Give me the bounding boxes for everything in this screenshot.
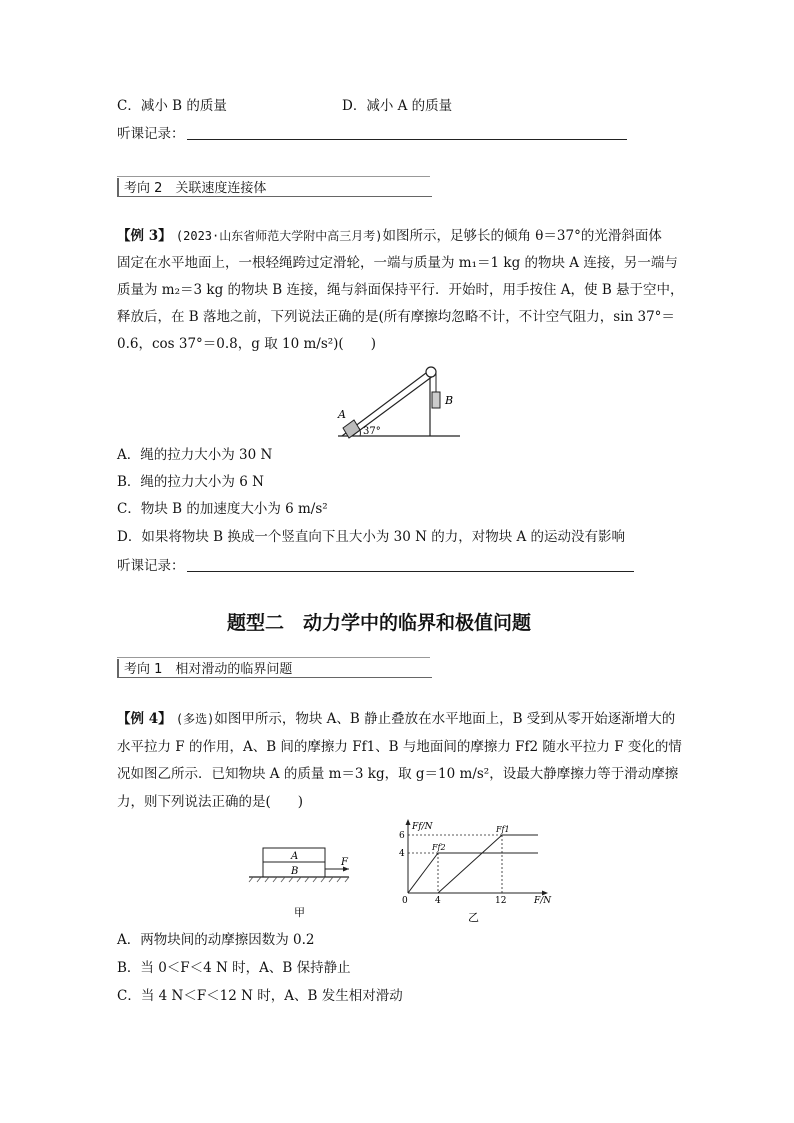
- example-source: (2023·山东省师范大学附中高三月考): [175, 229, 383, 243]
- ex3-option-b: B．绳的拉力大小为 6 N: [117, 474, 264, 490]
- yi-tick-y6: 6: [399, 831, 405, 841]
- ex3-option-d: D．如果将物块 B 换成一个竖直向下且大小为 30 N 的力，对物块 A 的运动没有影响: [117, 529, 626, 545]
- ex3-option-a: A．绳的拉力大小为 30 N: [117, 447, 273, 463]
- ex4-option-a: A．两物块间的动摩擦因数为 0.2: [117, 932, 315, 948]
- example3-line3: 质量为 m₂＝3 kg 的物块 B 连接，绳与斜面保持平行．开始时，用手按住 A，使 B 悬于空中，: [117, 282, 684, 298]
- yi-line-label-2: Ff2: [432, 843, 446, 852]
- example4-tag: 【例 4】: [117, 711, 172, 727]
- option-d: D．减小 A 的质量: [342, 98, 453, 114]
- ex3-note-label: 听课记录：: [117, 558, 185, 574]
- incline-figure: [330, 358, 465, 440]
- example3-line2: 固定在水平地面上，一根轻绳跨过定滑轮，一端与质量为 m₁＝1 kg 的物块 A 连接，另一端与: [117, 255, 678, 271]
- ex4-option-c: C．当 4 N＜F＜12 N 时，A、B 发生相对滑动: [117, 988, 403, 1004]
- ex3-option-c: C．物块 B 的加速度大小为 6 m/s²: [117, 501, 328, 517]
- yi-tick-x12: 12: [495, 896, 507, 906]
- example3-line1: [117, 226, 662, 246]
- example4-line4: 力，则下列说法正确的是( ): [117, 794, 304, 810]
- note-line: [187, 139, 627, 140]
- example3-text1: 如图所示，足够长的倾角 θ＝37°的光滑斜面体: [382, 228, 662, 244]
- example4-line3: 况如图乙所示．已知物块 A 的质量 m＝3 kg，取 g＝10 m/s²，设最大静摩擦力等于滑动摩擦: [117, 766, 679, 782]
- yi-tick-y4: 4: [399, 849, 405, 859]
- section-heading-2: 考向 1 相对滑动的临界问题: [124, 662, 293, 677]
- jia-caption: 甲: [294, 906, 305, 918]
- jia-label-a: A: [291, 851, 299, 862]
- fig-label-b: B: [445, 394, 454, 407]
- fig-jia: [245, 838, 365, 918]
- example4-line1: [117, 709, 675, 729]
- yi-y-label: Ff/N: [412, 822, 433, 832]
- ex3-note-line: [187, 571, 634, 572]
- fig-label-a: A: [338, 408, 346, 421]
- yi-line-label-1: Ff1: [496, 825, 510, 834]
- example4-source: (多选): [175, 712, 215, 726]
- yi-tick-x4: 4: [435, 896, 441, 906]
- example4-line2: 水平拉力 F 的作用，A、B 间的摩擦力 Ff1、B 与地面间的摩擦力 Ff2 随水平拉力 F 变化的情: [117, 739, 682, 755]
- example3-line5: 0.6，cos 37°＝0.8，g 取 10 m/s²)( ): [117, 336, 376, 352]
- section-heading: 考向 2 关联速度连接体: [124, 181, 267, 196]
- fig-yi: [396, 815, 556, 925]
- option-c: C．减小 B 的质量: [117, 98, 227, 114]
- jia-label-f: F: [341, 857, 348, 868]
- fig-angle: 37°: [363, 426, 381, 437]
- jia-label-b: B: [291, 866, 299, 877]
- example-tag: 【例 3】: [117, 228, 172, 244]
- yi-caption: 乙: [468, 911, 479, 924]
- example3-line4: 释放后，在 B 落地之前，下列说法正确的是(所有摩擦均忽略不计，不计空气阻力，sin 37°＝: [117, 309, 675, 325]
- ex4-option-b: B．当 0＜F＜4 N 时，A、B 保持静止: [117, 960, 351, 976]
- yi-x-label: F/N: [534, 896, 552, 906]
- note-label: 听课记录：: [117, 126, 185, 142]
- example4-text1: 如图甲所示，物块 A、B 静止叠放在水平地面上，B 受到从零开始逐渐增大的: [214, 711, 676, 727]
- yi-tick-x0: 0: [402, 896, 408, 906]
- type-title: 题型二 动力学中的临界和极值问题: [227, 612, 532, 634]
